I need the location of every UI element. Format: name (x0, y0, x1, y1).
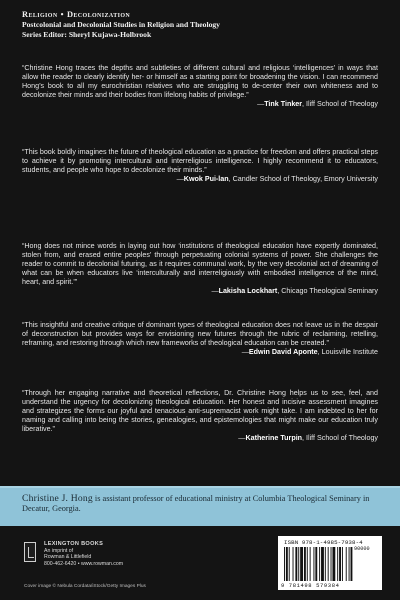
endorsement-attribution (22, 175, 378, 184)
endorsement-tinker (22, 64, 378, 109)
category-line (22, 10, 382, 20)
endorsement-text: “This insightful and creative critique of dominant types of theological education does not leave us in the despair of deconstruction but provides ways for envisioning new futures through the rubric of reclaiming, retelling, reframing, and restoring through which new frameworks of theological education can be created.” (22, 321, 378, 348)
endorsement-text: “Through her engaging narrative and theoretical reflections, Dr. Christine Hong helps us to see, feel, and understand the urgency for decolonizing theological education. Her honest and incisive assessment imagines and strategizes the forms our joyful and tenacious anti-supremacist work might take. I am indebted to her for naming and calling into being the stories, genealogies, and epistemologies that might make our education truly liberative.” (22, 389, 378, 434)
barcode-stripe (339, 547, 341, 581)
series-title: Postcolonial and Decolonial Studies in Religion and Theology (22, 20, 220, 29)
endorser-affiliation: , Iliff School of Theology (302, 100, 378, 109)
barcode-icon (284, 547, 376, 581)
author-bio-text: is assistant professor of educational ministry at Columbia Theological Seminary in Decatur, Georgia. (22, 494, 370, 514)
barcode-stripe (289, 547, 290, 581)
barcode-stripe (295, 547, 297, 581)
barcode-stripe (337, 547, 338, 581)
barcode-stripe (351, 547, 353, 581)
barcode-stripe (304, 547, 306, 581)
attribution-dash: — (241, 348, 249, 357)
endorsement-attribution (22, 434, 378, 443)
attribution-dash: — (176, 175, 184, 184)
author-bio-band (0, 486, 400, 526)
barcode-stripe (293, 547, 294, 581)
barcode-stripe (349, 547, 350, 581)
series-header (22, 10, 382, 40)
barcode-stripe (319, 547, 320, 581)
barcode-stripe (342, 547, 343, 581)
barcode-stripe (325, 547, 326, 581)
endorsement-text: “Christine Hong traces the depths and subtleties of different cultural and religious ‘intelligences’ in ways that allow the reader to clearly identify her- or himself as a starting point for broadening the vision. I can recommend Hong’s book to all my eurochristian relatives who are struggling to de-center their own whiteness and to decolonize their minds and their bodies from lifelong habits of privilege.” (22, 64, 378, 100)
endorsement-turpin (22, 389, 378, 444)
barcode-stripe (328, 547, 329, 581)
price-code: 90000 (354, 546, 370, 552)
endorsement-attribution (22, 100, 378, 109)
endorsement-text: “This book boldly imagines the future of theological education as a practice for freedom and offers practical steps to achieve it by promoting intercultural and interreligious intelligence. I highly recommend it to educators, students, and people who hope to decolonize their minds.” (22, 148, 378, 175)
category-separator: • (60, 10, 64, 19)
endorsement-lockhart (22, 242, 378, 297)
publisher-logo-icon (24, 542, 36, 562)
endorser-name: Edwin David Aponte (248, 348, 318, 357)
barcode-digits: 9 781498 579384 (281, 582, 340, 589)
barcode-stripe (315, 547, 317, 581)
author-name: Christine J. Hong (22, 493, 93, 504)
category-religion: Religion (22, 10, 58, 19)
endorser-name: Kwok Pui-lan (183, 175, 229, 184)
barcode-stripe (286, 547, 288, 581)
publisher-contact: 800-462-6420 • www.rowman.com (44, 560, 124, 567)
barcode-panel (278, 536, 382, 590)
barcode-stripe (332, 547, 335, 581)
publisher-name: LEXINGTON BOOKS (44, 541, 104, 547)
series-editor: Series Editor: Sheryl Kujawa-Holbrook (22, 30, 152, 39)
barcode-stripe (331, 547, 332, 581)
endorsement-aponte (22, 321, 378, 357)
cover-image-credit: Cover image © Nebula Cordata/iStock/Getty Images Plus (24, 584, 146, 589)
category-decolonization: Decolonization (66, 10, 131, 19)
publisher-imprint-line: An imprint of (44, 547, 74, 554)
publisher-info (44, 541, 174, 567)
attribution-dash: — (211, 287, 219, 296)
endorser-affiliation: , Chicago Theological Seminary (277, 287, 378, 296)
endorsement-kwok (22, 148, 378, 184)
publisher-parent: Rowman & Littlefield (44, 554, 92, 561)
endorsement-text: “Hong does not mince words in laying out how ‘institutions of theological education have expertly dominated, stolen from, and erased entire peoples’ through perpetuating colonial systems of power. She challenges the reader to commit to decolonial futuring, as it requires communal work, by the very decolonial act of dreaming of what can be when educators live ‘interculturally and interreligiously with embodied intelligence of the mind, heart, and spirit.’” (22, 242, 378, 287)
barcode-stripe (284, 547, 285, 581)
endorser-name: Tink Tinker (264, 100, 303, 109)
endorser-name: Lakisha Lockhart (218, 287, 278, 296)
author-bio (22, 494, 380, 514)
barcode-stripe (300, 547, 303, 581)
endorsement-attribution (22, 287, 378, 296)
endorser-name: Katherine Turpin (245, 434, 303, 443)
barcode-stripe (310, 547, 311, 581)
barcode-stripe (298, 547, 299, 581)
attribution-dash: — (238, 434, 246, 443)
barcode-stripe (346, 547, 347, 581)
attribution-dash: — (257, 100, 265, 109)
barcode-stripe (313, 547, 314, 581)
endorser-affiliation: , Iliff School of Theology (302, 434, 378, 443)
barcode-stripe (321, 547, 324, 581)
isbn-label: ISBN 978-1-4985-7938-4 (284, 539, 363, 546)
endorsement-attribution (22, 348, 378, 357)
endorser-affiliation: , Louisville Institute (317, 348, 378, 357)
barcode-stripe (307, 547, 308, 581)
endorser-affiliation: , Candler School of Theology, Emory University (228, 175, 378, 184)
